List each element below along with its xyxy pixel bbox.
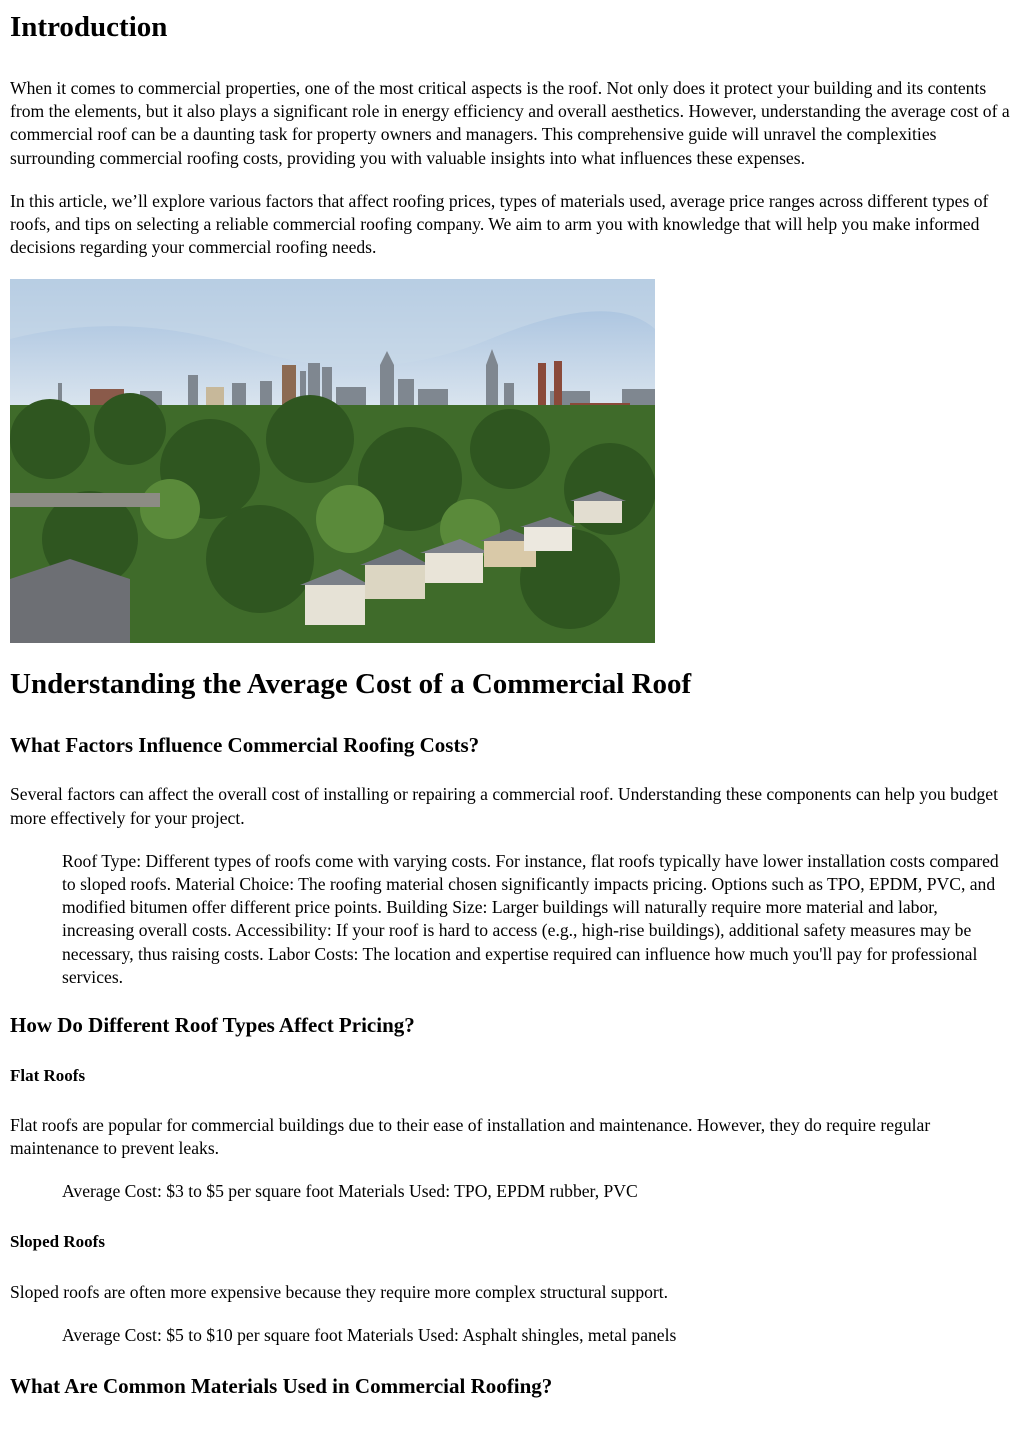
article [0, 10, 1024, 1399]
intro-paragraph-1: When it comes to commercial properties, one of the most critical aspects is the roof. Not only does it protect your building and its contents from the elements, but it also plays a significant role in energy efficiency and overall aesthetics. However, understanding the average cost of a commercial roof can be a daunting task for property owners and managers. This comprehensive guide will unravel the complexities surrounding commercial roofing costs, providing you with valuable insights into what influences these expenses. [10, 78, 1010, 168]
sloped-roofs-heading: Sloped Roofs [10, 1231, 105, 1251]
flat-roofs-details: Average Cost: $3 to $5 per square foot Materials Used: TPO, EPDM rubber, PVC [62, 1181, 638, 1202]
flat-roofs-paragraph: Flat roofs are popular for commercial buildings due to their ease of installation and maintenance. However, they do require regular maintenance to prevent leaks. [10, 1115, 931, 1159]
factors-list: Roof Type: Different types of roofs come with varying costs. For instance, flat roofs typically have lower installation costs compared to sloped roofs. Material Choice: The roofing material chosen significantly impacts pricing. Options such as TPO, EPDM, PVC, and modified bitumen offer different price points. Building Size: Larger buildings will naturally require more material and labor, increasing overall costs. Accessibility: If your roof is hard to access (e.g., high-rise buildings), additional safety measures may be necessary, thus raising costs. Labor Costs: The location and expertise required can influence how much you'll pay for professional services. [62, 850, 999, 987]
intro-heading: Introduction [10, 11, 168, 43]
intro-paragraph-2: In this article, we’ll explore various factors that affect roofing prices, types of materials used, average price ranges across different types of roofs, and tips on selecting a reliable commercial roofing company. We aim to arm you with knowledge that will help you make informed decisions regarding your commercial roofing needs. [10, 190, 989, 258]
roof-types-heading: How Do Different Roof Types Affect Pricing? [10, 1013, 415, 1038]
materials-heading: What Are Common Materials Used in Commercial Roofing? [10, 1374, 553, 1399]
city-skyline-image [10, 279, 655, 643]
flat-roofs-heading: Flat Roofs [10, 1066, 86, 1086]
factors-heading: What Factors Influence Commercial Roofing Costs? [10, 733, 480, 758]
sloped-roofs-details: Average Cost: $5 to $10 per square foot Materials Used: Asphalt shingles, metal panels [62, 1324, 677, 1345]
sloped-roofs-paragraph: Sloped roofs are often more expensive because they require more complex structural support. [10, 1281, 669, 1302]
factors-paragraph: Several factors can affect the overall cost of installing or repairing a commercial roof. Understanding these components can help you budget more effectively for your project. [10, 784, 998, 828]
section-heading: Understanding the Average Cost of a Commercial Roof [10, 668, 692, 701]
